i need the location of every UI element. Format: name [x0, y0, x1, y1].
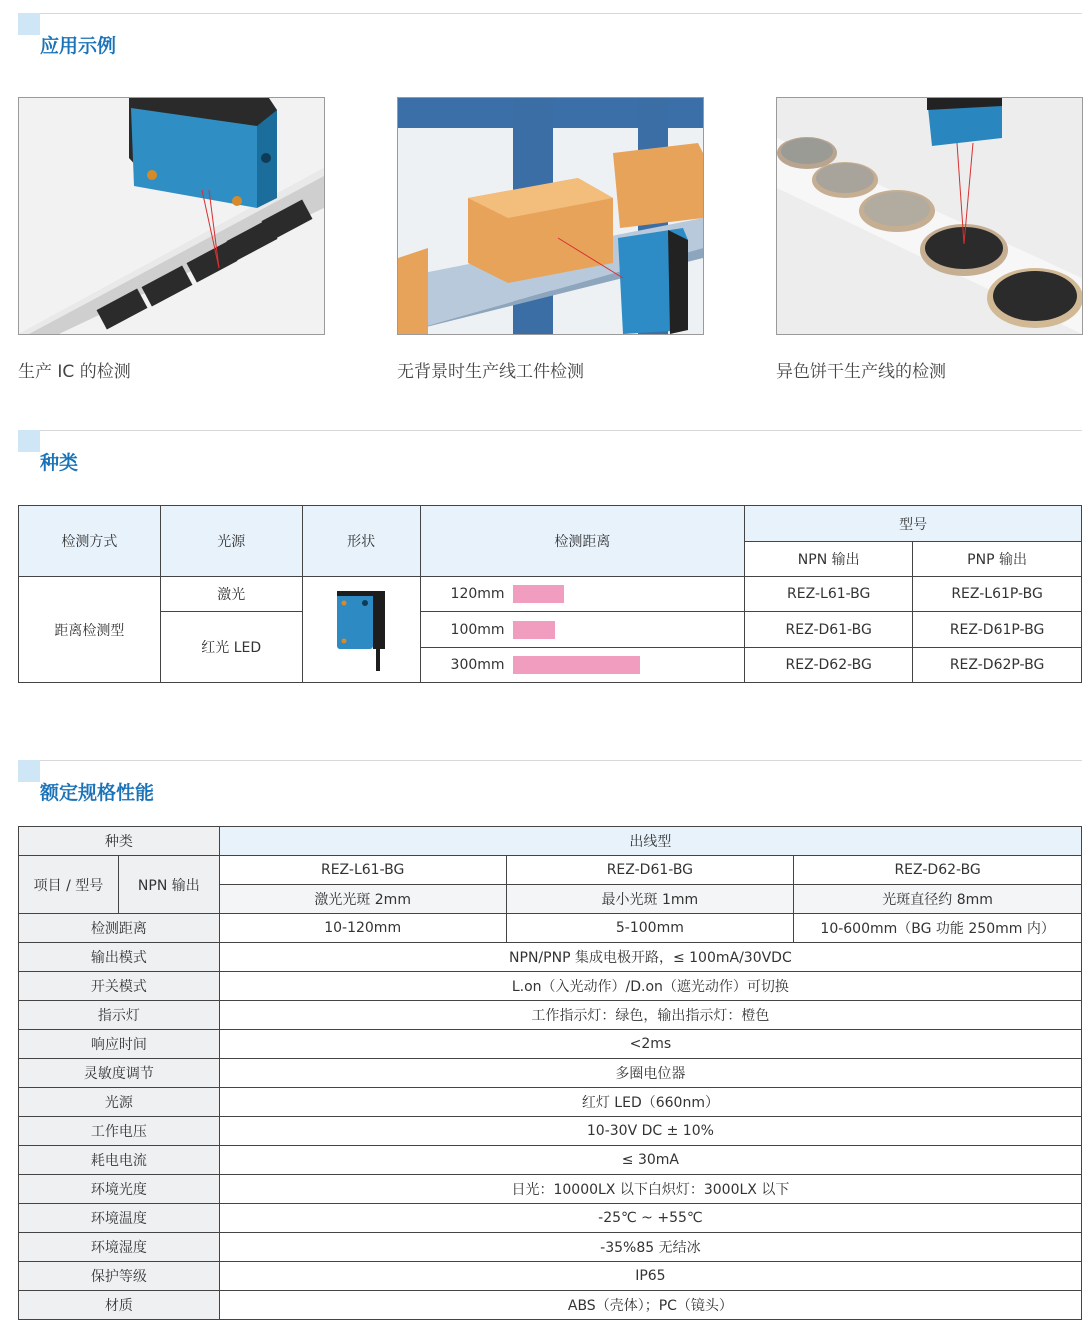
spec-row	[19, 1146, 1082, 1175]
section-marker	[18, 760, 40, 782]
spot-l61: 激光光斑 2mm	[219, 885, 506, 914]
model-d62: REZ-D62-BG	[794, 856, 1082, 885]
distance-cell	[420, 612, 745, 648]
spec-row	[19, 1001, 1082, 1030]
spec-row	[19, 972, 1082, 1001]
spec-label: 材质	[19, 1291, 220, 1320]
model-d61: REZ-D61-BG	[506, 856, 794, 885]
spec-row	[19, 1088, 1082, 1117]
application-image-conveyor	[397, 97, 704, 335]
item-label: 项目 / 型号	[19, 856, 119, 914]
application-image-ic	[18, 97, 325, 335]
header-source: 光源	[160, 506, 302, 577]
npn-model: REZ-L61-BG	[745, 577, 913, 612]
distance-label: 100mm	[450, 621, 505, 638]
spec-row	[19, 1030, 1082, 1059]
distance-bar	[513, 585, 564, 603]
spec-value: 日光：10000LX 以下白炽灯：3000LX 以下	[219, 1175, 1081, 1204]
spec-row	[19, 1059, 1082, 1088]
spec-value: -25℃ ~ +55℃	[219, 1204, 1081, 1233]
section-divider	[18, 430, 1082, 431]
section-divider	[18, 13, 1082, 14]
distance-d62: 10-600mm（BG 功能 250mm 内）	[794, 914, 1082, 943]
header-model: 型号	[745, 506, 1082, 542]
spec-row	[19, 1291, 1082, 1320]
sensor-shape-image	[302, 577, 420, 683]
spec-label: 光源	[19, 1088, 220, 1117]
distance-cell	[420, 577, 745, 612]
model-l61: REZ-L61-BG	[219, 856, 506, 885]
source-laser: 激光	[160, 577, 302, 612]
spec-label: 响应时间	[19, 1030, 220, 1059]
npn-model: REZ-D62-BG	[745, 648, 913, 683]
sensor-icon	[331, 583, 391, 673]
spec-value: 多圈电位器	[219, 1059, 1081, 1088]
distance-label: 300mm	[450, 657, 505, 673]
section-marker	[18, 13, 40, 35]
spec-label: 指示灯	[19, 1001, 220, 1030]
kind-label: 种类	[19, 827, 220, 856]
spec-label: 耗电电流	[19, 1146, 220, 1175]
application-caption-biscuit: 异色饼干生产线的检测	[776, 362, 946, 382]
spec-value: 10-30V DC ± 10%	[219, 1117, 1081, 1146]
spot-d61: 最小光斑 1mm	[506, 885, 794, 914]
section-title: 种类	[40, 452, 79, 474]
header-pnp: PNP 输出	[913, 542, 1082, 577]
spec-row	[19, 1233, 1082, 1262]
distance-label: 检测距离	[19, 914, 220, 943]
distance-bar	[513, 656, 640, 674]
spec-row	[19, 1175, 1082, 1204]
application-caption-conveyor: 无背景时生产线工件检测	[397, 362, 584, 382]
spot-d62: 光斑直径约 8mm	[794, 885, 1082, 914]
method-value: 距离检测型	[19, 577, 161, 683]
spec-label: 环境温度	[19, 1204, 220, 1233]
spec-label: 开关模式	[19, 972, 220, 1001]
section-title: 应用示例	[40, 35, 117, 57]
spec-value: -35%85 无结冰	[219, 1233, 1081, 1262]
spec-value: 红灯 LED（660nm）	[219, 1088, 1081, 1117]
distance-cell	[420, 648, 745, 683]
spec-label: 灵敏度调节	[19, 1059, 220, 1088]
spec-row	[19, 943, 1082, 972]
header-npn: NPN 输出	[745, 542, 913, 577]
header-distance: 检测距离	[420, 506, 745, 577]
spec-row	[19, 1204, 1082, 1233]
spec-value: IP65	[219, 1262, 1081, 1291]
spec-table	[18, 826, 1082, 1320]
spec-label: 环境光度	[19, 1175, 220, 1204]
spec-row	[19, 1117, 1082, 1146]
distance-d61: 5-100mm	[506, 914, 794, 943]
spec-label: 输出模式	[19, 943, 220, 972]
application-caption-ic: 生产 IC 的检测	[18, 362, 131, 382]
spec-label: 工作电压	[19, 1117, 220, 1146]
distance-l61: 10-120mm	[219, 914, 506, 943]
pnp-model: REZ-L61P-BG	[913, 577, 1082, 612]
types-table	[18, 505, 1082, 683]
header-shape: 形状	[302, 506, 420, 577]
source-led: 红光 LED	[160, 612, 302, 683]
spec-value: <2ms	[219, 1030, 1081, 1059]
spec-label: 环境湿度	[19, 1233, 220, 1262]
application-image-biscuit	[776, 97, 1083, 335]
spec-value: ABS（壳体）；PC（镜头）	[219, 1291, 1081, 1320]
spec-label: 保护等级	[19, 1262, 220, 1291]
spec-value: L.on（入光动作）/D.on（遮光动作）可切换	[219, 972, 1081, 1001]
spec-row	[19, 1262, 1082, 1291]
distance-label: 120mm	[450, 586, 505, 602]
section-marker	[18, 430, 40, 452]
header-method: 检测方式	[19, 506, 161, 577]
spec-value: 工作指示灯：绿色，输出指示灯：橙色	[219, 1001, 1081, 1030]
spec-value: ≤ 30mA	[219, 1146, 1081, 1175]
distance-bar	[513, 621, 555, 639]
section-divider	[18, 760, 1082, 761]
pnp-model: REZ-D62P-BG	[913, 648, 1082, 683]
kind-value: 出线型	[219, 827, 1081, 856]
spec-value: NPN/PNP 集成电极开路，≤ 100mA/30VDC	[219, 943, 1081, 972]
npn-label: NPN 输出	[118, 856, 219, 914]
section-title: 额定规格性能	[40, 782, 155, 804]
pnp-model: REZ-D61P-BG	[913, 612, 1082, 648]
npn-model: REZ-D61-BG	[745, 612, 913, 648]
